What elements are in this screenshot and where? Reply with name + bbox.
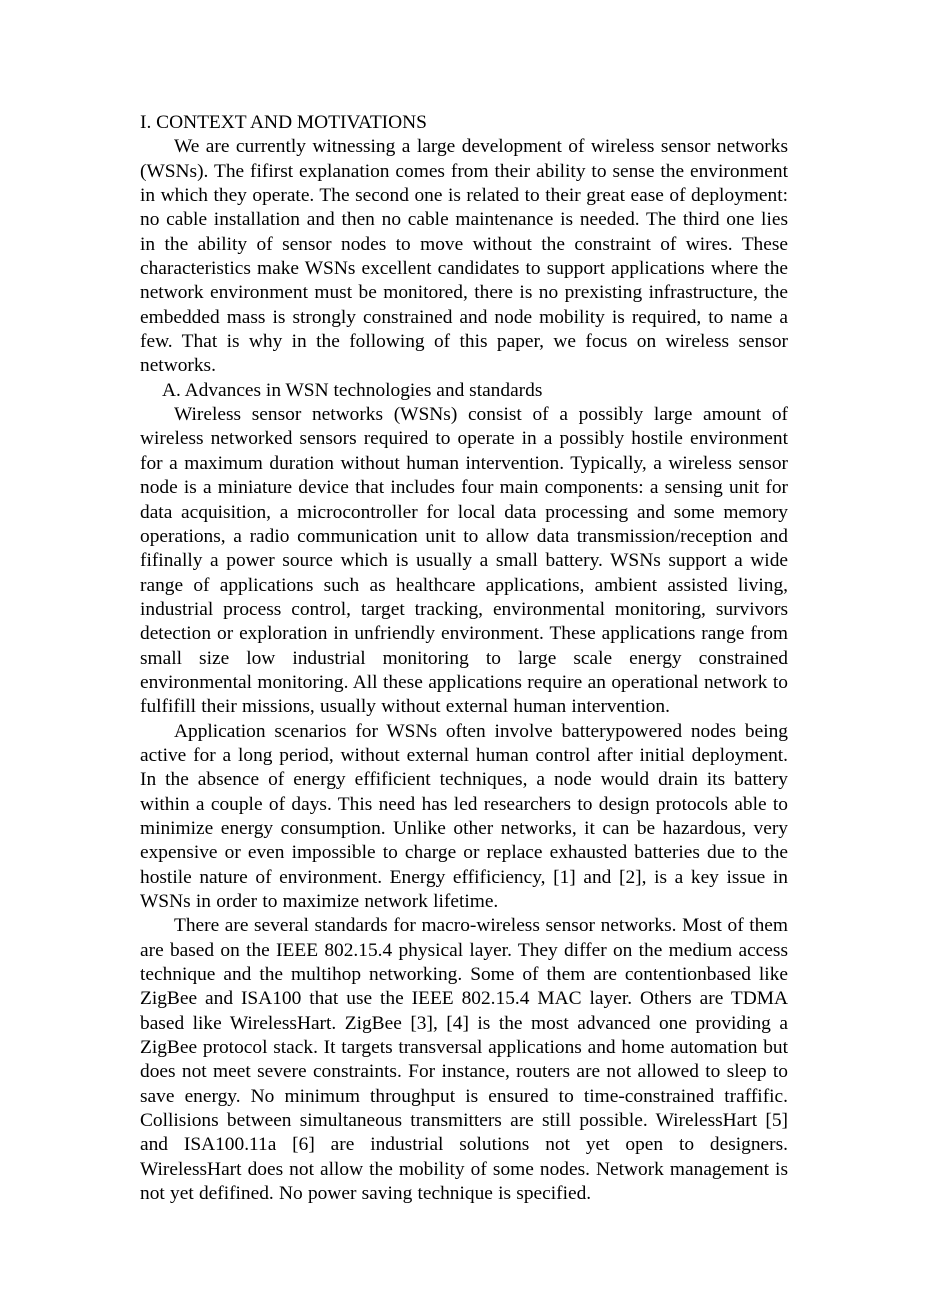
paragraph-context-intro: We are currently witnessing a large development of wireless sensor networks (WSNs). The fifirst explanation comes from their ability to sense the environment in which they operate. The second one is related to their great ease of deployment: no cable installation and then no cable maintenance is needed. The third one lies in the ability of sensor nodes to move without the constraint of wires. These characteristics make WSNs excellent candidates to support applications where the network environment must be monitored, there is no prexisting infrastructure, the embedded mass is strongly constrained and node mobility is required, to name a few. That is why in the following of this paper, we focus on wireless sensor networks. [140, 136, 788, 377]
subsection-heading: A. Advances in WSN technologies and standards [162, 379, 543, 401]
section-heading: I. CONTEXT AND MOTIVATIONS [140, 112, 427, 133]
paragraph-energy-efficiency: Application scenarios for WSNs often involve batterypowered nodes being active for a long period, without external human control after initial deployment. In the absence of energy effificient techniques, a node would drain its battery within a couple of days. This need has led researchers to design protocols able to minimize energy consumption. Unlike other networks, it can be hazardous, very expensive or even impossible to charge or replace exhausted batteries due to the hostile nature of environment. Energy effificiency, [1] and [2], is a key issue in WSNs in order to maximize network lifetime. [140, 720, 788, 912]
page-content [140, 111, 788, 1206]
paragraph-standards: There are several standards for macro-wireless sensor networks. Most of them are based on the IEEE 802.15.4 physical layer. They differ on the medium access technique and the multihop networking. Some of them are contentionbased like ZigBee and ISA100 that use the IEEE 802.15.4 MAC layer. Others are TDMA based like WirelessHart. ZigBee [3], [4] is the most advanced one providing a ZigBee protocol stack. It targets transversal applications and home automation but does not meet severe constraints. For instance, routers are not allowed to sleep to save energy. No minimum throughput is ensured to time-constrained traffific. Collisions between simultaneous transmitters are still possible. WirelessHart [5] and ISA100.11a [6] are industrial solutions not yet open to designers. WirelessHart does not allow the mobility of some nodes. Network management is not yet defifined. No power saving technique is specified. [140, 915, 788, 1205]
paragraph-wsn-description: Wireless sensor networks (WSNs) consist of a possibly large amount of wireless networked sensors required to operate in a possibly hostile environment for a maximum duration without human intervention. Typically, a wireless sensor node is a miniature device that includes four main components: a sensing unit for data acquisition, a microcontroller for local data processing and some memory operations, a radio communication unit to allow data transmission/reception and fifinally a power source which is usually a small battery. WSNs support a wide range of applications such as healthcare applications, ambient assisted living, industrial process control, target tracking, environmental monitoring, survivors detection or exploration in unfriendly environment. These applications range from small size low industrial monitoring to large scale energy constrained environmental monitoring. All these applications require an operational network to fulfifill their missions, usually without external human intervention. [140, 404, 788, 718]
